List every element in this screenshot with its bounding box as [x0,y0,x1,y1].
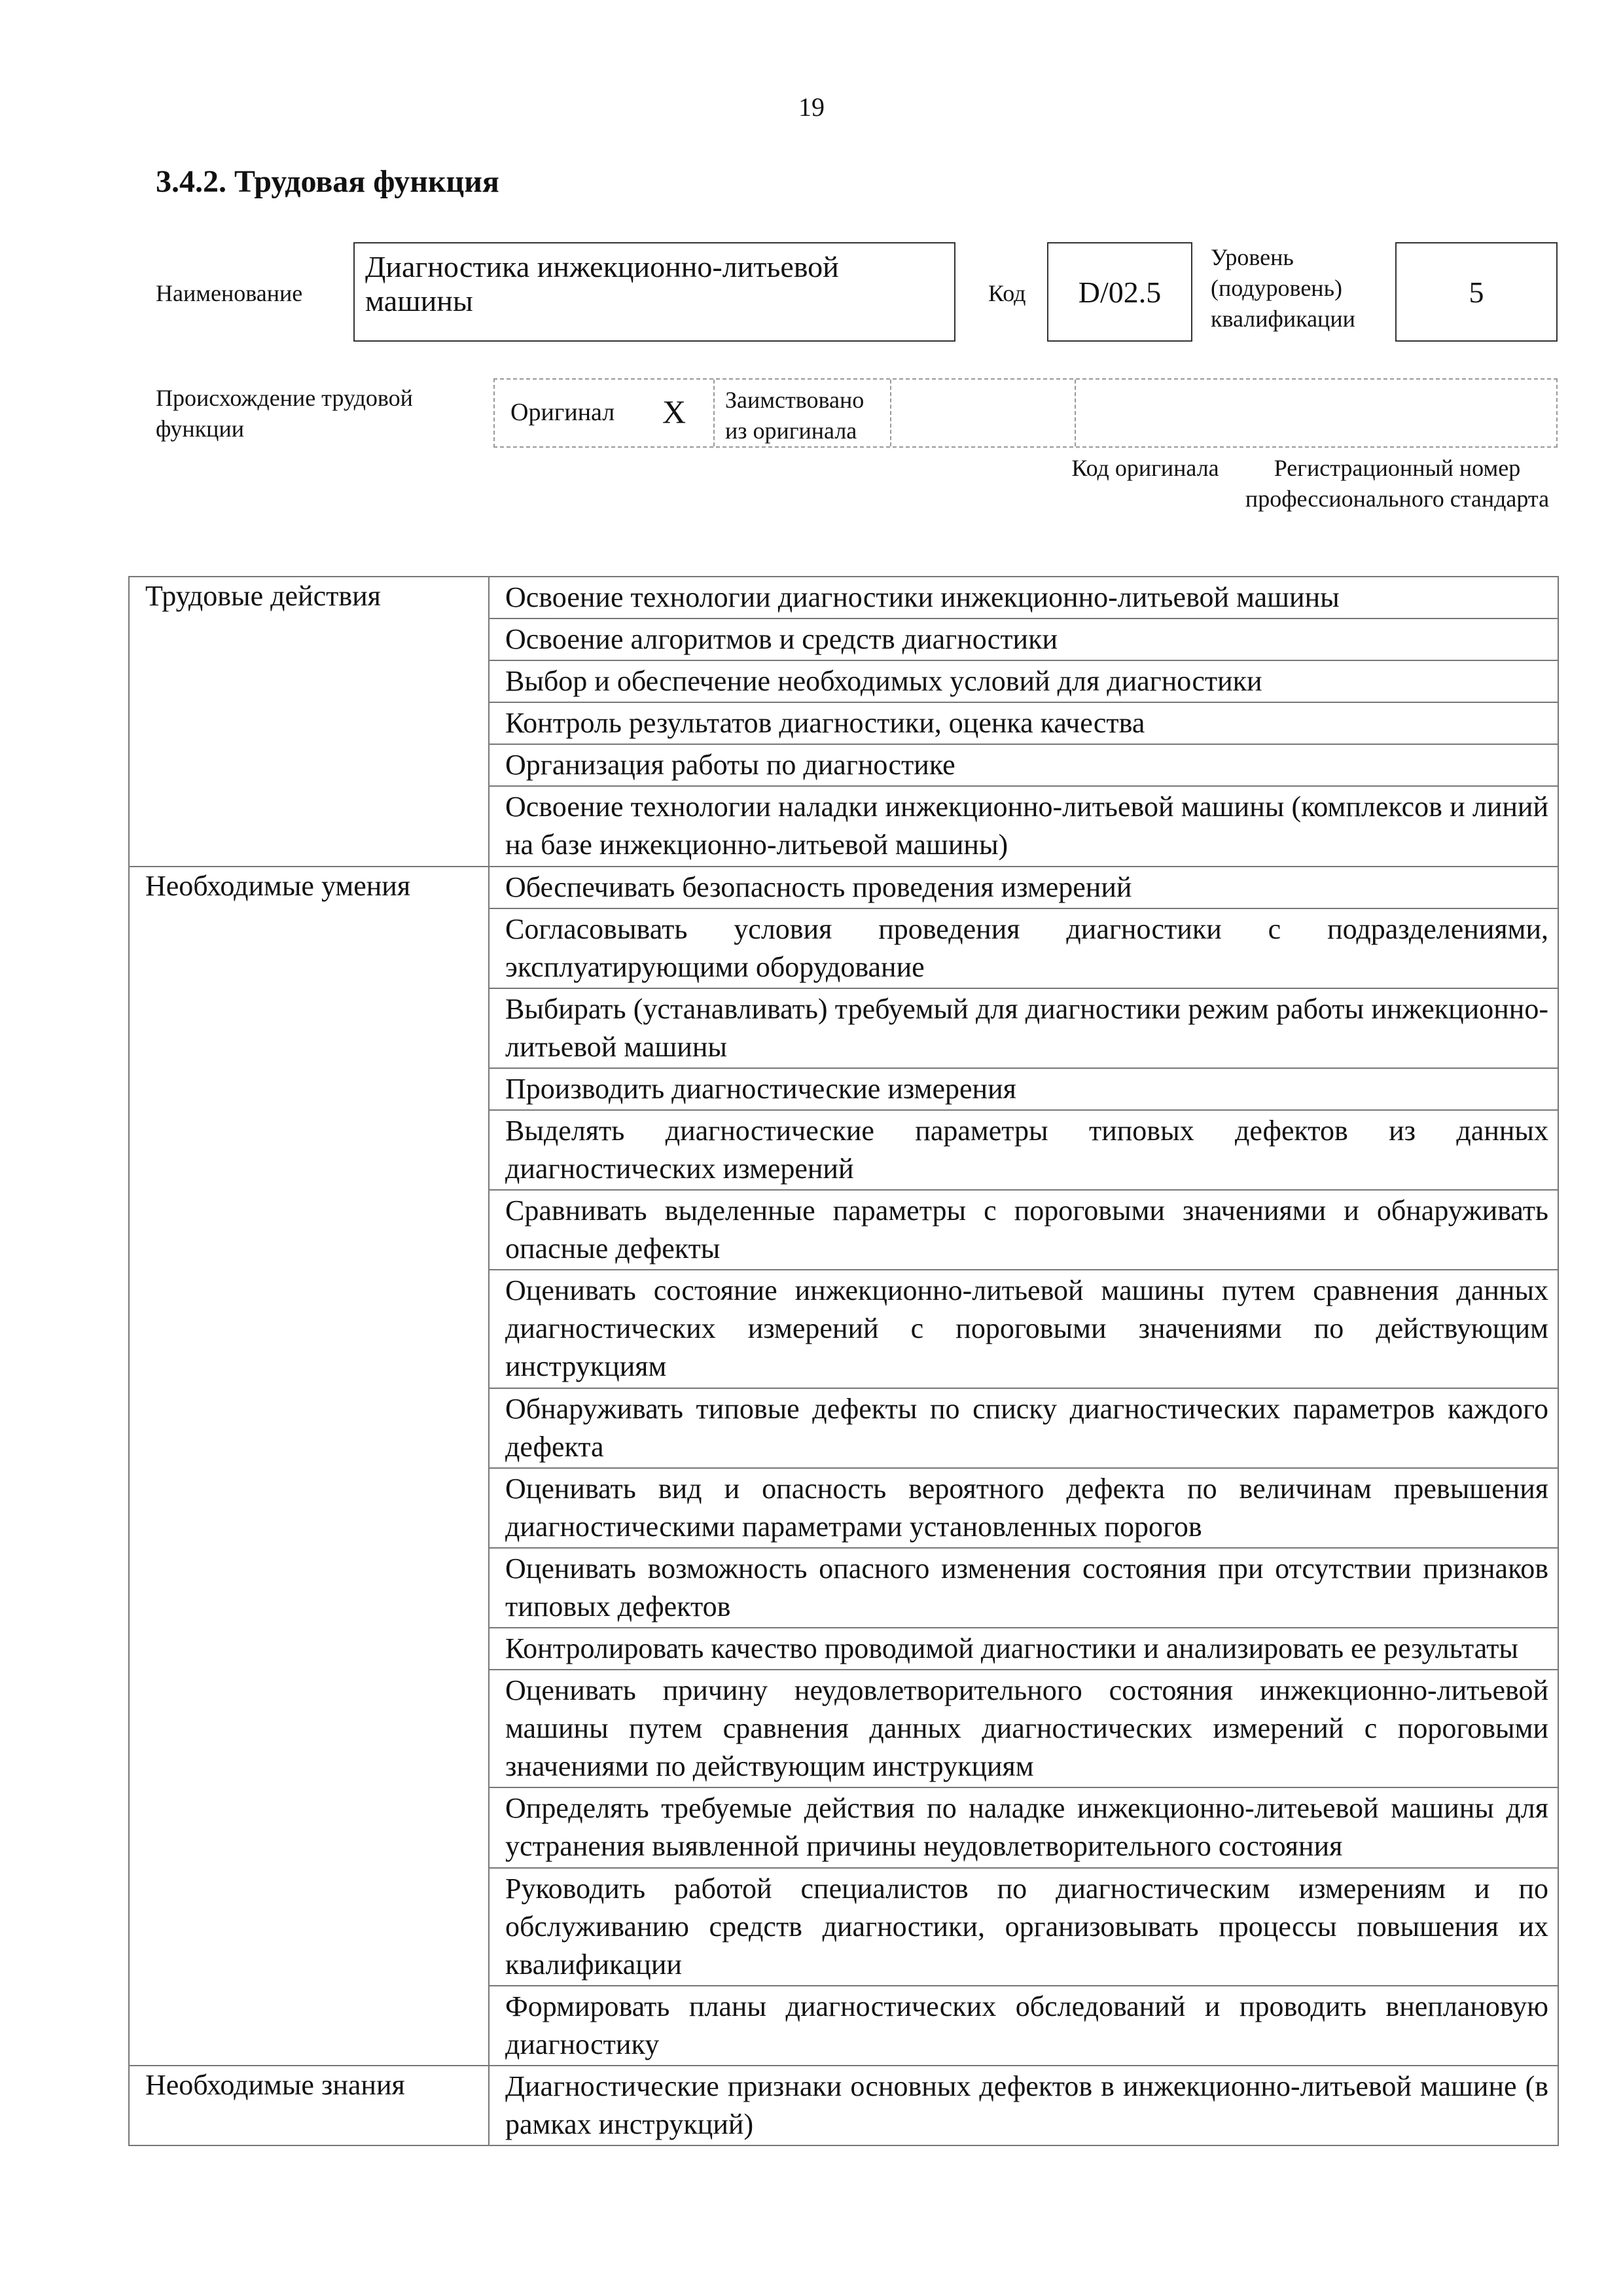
origin-reg-number-cell [1076,380,1556,446]
origin-borrowed-cell [715,380,891,446]
original-mark: X [662,393,687,430]
table-item: Сравнивать выделенные параметры с пороговыми значениями и обнаруживать опасные дефекты [489,1190,1558,1270]
origin-label: Происхождение трудовой функции [156,385,413,442]
reg-number-caption: Регистрационный номер профессионального стандарта [1245,455,1550,512]
table-item: Оценивать возможность опасного изменения состояния при отсутствии признаков типовых дефектов [489,1548,1558,1628]
code-label: Код [988,280,1026,306]
table-item: Выделять диагностические параметры типовых дефектов из данных диагностических измерений [489,1110,1558,1190]
table-item: Формировать планы диагностических обследований и проводить внеплановую диагностику [489,1986,1558,2066]
original-label: Оригинал [510,399,615,426]
code-value: D/02.5 [1078,275,1162,309]
table-item: Выбирать (устанавливать) требуемый для диагностики режим работы инжекционно-литьевой машины [489,988,1558,1068]
table-item: Руководить работой специалистов по диагностическим измерениям и по обслуживанию средств диагностики, организовывать процессы повышения их квалификации [489,1868,1558,1986]
function-table [128,576,1559,2146]
table-item: Определять требуемые действия по наладке инжекционно-литеьевой машины для устранения выявленной причины неудовлетворительного состояния [489,1787,1558,1867]
category-label: Трудовые действия [129,577,489,867]
table-row [129,2066,1558,2145]
level-label: Уровень (подуровень) квалификации [1211,244,1355,332]
origin-original-cell [495,380,715,446]
table-item: Выбор и обеспечение необходимых условий для диагностики [489,660,1558,702]
category-label: Необходимые знания [129,2066,489,2145]
table-item: Контролировать качество проводимой диагностики и анализировать ее результаты [489,1628,1558,1670]
table-row [129,577,1558,619]
section-title: 3.4.2. Трудовая функция [156,164,499,199]
table-item: Согласовывать условия проведения диагностики с подразделениями, эксплуатирующими оборудование [489,908,1558,988]
table-item: Производить диагностические измерения [489,1068,1558,1110]
name-label: Наименование [156,280,303,306]
borrowed-label: Заимствовано из оригинала [725,387,865,444]
origin-grid [493,378,1558,448]
table-row [129,867,1558,908]
level-value-box [1395,242,1558,342]
table-item: Освоение технологии наладки инжекционно-литьевой машины (комплексов и линий на базе инжекционно-литьевой машины) [489,786,1558,866]
table-item: Обнаруживать типовые дефекты по списку диагностических параметров каждого дефекта [489,1388,1558,1468]
table-item: Освоение алгоритмов и средств диагностики [489,619,1558,660]
table-item: Организация работы по диагностике [489,744,1558,786]
code-value-box [1047,242,1192,342]
table-item: Диагностические признаки основных дефектов в инжекционно-литьевой машине (в рамках инструкций) [489,2066,1558,2145]
table-item: Оценивать состояние инжекционно-литьевой машины путем сравнения данных диагностических измерений с пороговыми значениями по действующим инструкциям [489,1270,1558,1388]
table-item: Контроль результатов диагностики, оценка качества [489,702,1558,744]
code-original-caption: Код оригинала [1071,455,1219,481]
page-number: 19 [798,92,825,122]
table-item: Обеспечивать безопасность проведения измерений [489,867,1558,908]
table-item: Освоение технологии диагностики инжекционно-литьевой машины [489,577,1558,619]
table-item: Оценивать вид и опасность вероятного дефекта по величинам превышения диагностическими параметрами установленных порогов [489,1468,1558,1548]
origin-code-cell [891,380,1076,446]
category-label: Необходимые умения [129,867,489,2066]
table-item: Оценивать причину неудовлетворительного состояния инжекционно-литьевой машины путем сравнения данных диагностических измерений с пороговыми значениями по действующим инструкциям [489,1670,1558,1787]
name-value: Диагностика инжекционно-литьевой машины [365,250,839,317]
name-value-box [353,242,955,342]
level-value: 5 [1469,275,1484,309]
